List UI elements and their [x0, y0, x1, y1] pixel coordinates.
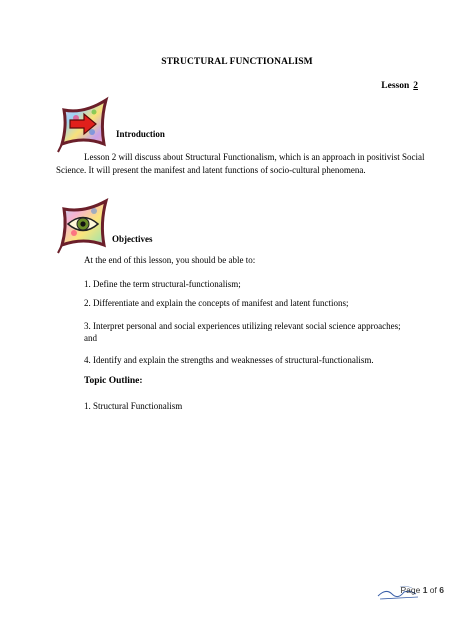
introduction-paragraph: Lesson 2 will discuss about Structural Functionalism, which is an approach in positivist Social Science. It will present the manifest and latent functions of socio-cultural phenomena.	[56, 152, 425, 175]
objective-item-3: 3. Interpret personal and social experiences utilizing relevant social science approaches; and	[84, 321, 401, 343]
page-title: STRUCTURAL FUNCTIONALISM	[161, 57, 313, 67]
objective-item-1: 1. Define the term structural-functionalism;	[84, 279, 241, 289]
arrow-flag-icon	[54, 96, 112, 154]
lesson-indicator	[381, 81, 418, 91]
lesson-number: 2	[413, 81, 418, 91]
introduction-heading: Introduction	[116, 129, 165, 139]
page-total: 6	[439, 585, 444, 595]
objectives-lead: At the end of this lesson, you should be able to:	[84, 255, 256, 265]
topic-outline-item-1: 1. Structural Functionalism	[84, 401, 183, 411]
lesson-label: Lesson	[381, 81, 410, 91]
objective-item-2: 2. Differentiate and explain the concepts of manifest and latent functions;	[84, 298, 349, 308]
objectives-heading: Objectives	[112, 234, 153, 244]
page-number	[400, 585, 444, 595]
page-current: 1	[422, 585, 428, 595]
page-prefix: Page	[400, 585, 421, 595]
eye-flag-icon	[54, 197, 112, 255]
page-of: of	[429, 585, 437, 595]
topic-outline-heading: Topic Outline:	[84, 376, 143, 386]
objective-item-4: 4. Identify and explain the strengths and weaknesses of structural-functionalism.	[84, 355, 374, 365]
